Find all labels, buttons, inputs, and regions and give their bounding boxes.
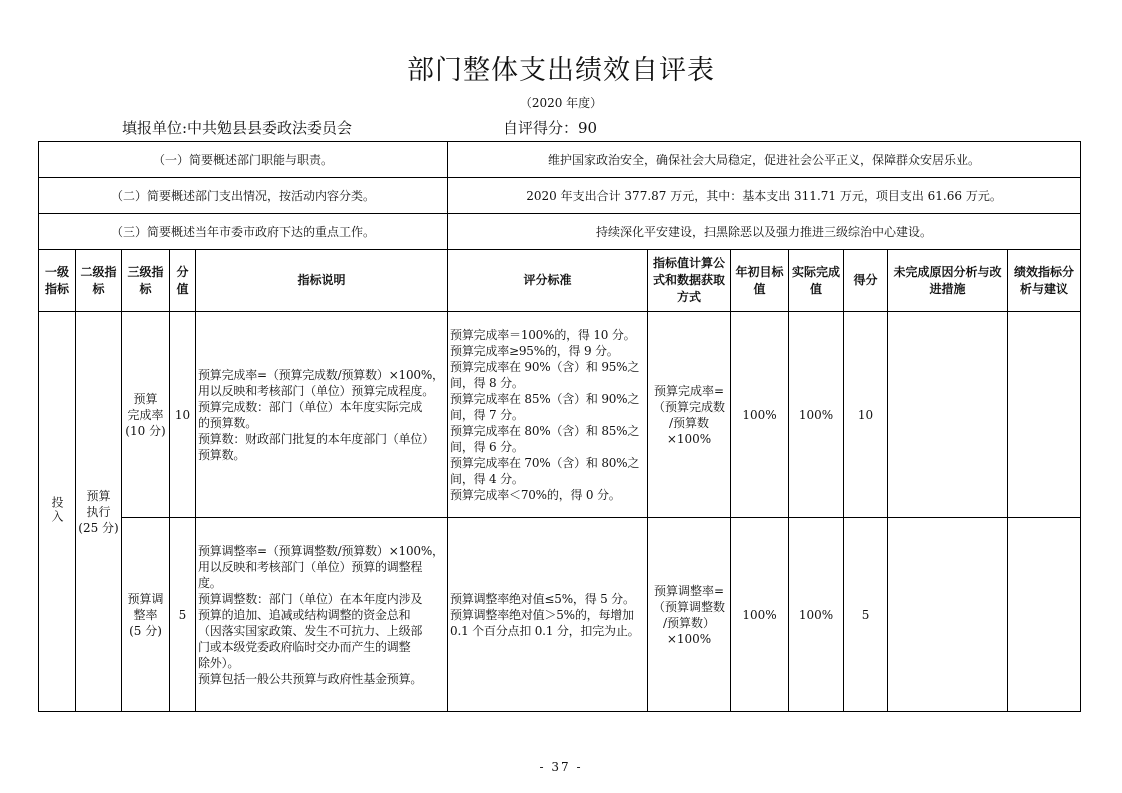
header-criteria: 评分标准 — [448, 250, 648, 312]
summary-label: （二）简要概述部门支出情况，按活动内容分类。 — [39, 178, 448, 214]
score-cell: 10 — [844, 312, 888, 518]
criteria-line: 间，得 4 分。 — [450, 471, 524, 486]
description-line: 预算完成数：部门（单位）本年度实际完成 — [198, 399, 423, 414]
header-level2: 二级指标 — [76, 250, 122, 312]
header-points: 分值 — [170, 250, 196, 312]
criteria-line: 预算完成率在 85%（含）和 90%之 — [450, 391, 640, 406]
summary-label: （一）简要概述部门职能与职责。 — [39, 142, 448, 178]
description-line: 预算包括一般公共预算与政府性基金预算。 — [198, 671, 423, 686]
criteria-line: 预算完成率＜70%的，得 0 分。 — [450, 487, 621, 502]
header-row — [39, 250, 1081, 312]
description-line: （因落实国家政策、发生不可抗力、上级部 — [198, 623, 423, 638]
points-cell: 5 — [170, 518, 196, 712]
points-cell: 10 — [170, 312, 196, 518]
page-title: 部门整体支出绩效自评表 — [407, 55, 715, 86]
summary-row — [39, 214, 1081, 250]
criteria-cell — [448, 312, 648, 518]
criteria-cell — [448, 518, 648, 712]
level2-cell — [76, 312, 122, 712]
summary-label: （三）简要概述当年市委市政府下达的重点工作。 — [39, 214, 448, 250]
evaluation-table — [38, 141, 1081, 712]
criteria-line: 间，得 7 分。 — [450, 407, 524, 422]
description-line: 度。 — [198, 575, 222, 590]
description-line: 预算数：财政部门批复的本年度部门（单位） — [198, 431, 435, 446]
level3-line: 完成率 — [127, 407, 164, 422]
header-description: 指标说明 — [196, 250, 448, 312]
summary-value: 2020 年支出合计 377.87 万元，其中：基本支出 311.71 万元，项目支出 61.66 万元。 — [448, 178, 1081, 214]
level3-cell — [122, 518, 170, 712]
header-level3: 三级指标 — [122, 250, 170, 312]
reason-cell — [888, 518, 1008, 712]
report-year: （2020 年度） — [519, 96, 603, 110]
score-cell: 5 — [844, 518, 888, 712]
level2-line: (25 分) — [78, 520, 119, 535]
analysis-cell — [1008, 312, 1081, 518]
header-level1: 一级指标 — [39, 250, 76, 312]
level2-line: 执行 — [86, 504, 111, 519]
header-score: 得分 — [844, 250, 888, 312]
description-cell — [196, 518, 448, 712]
description-line: 预算的追加、追减或结构调整的资金总和 — [198, 607, 411, 622]
reason-cell — [888, 312, 1008, 518]
criteria-line: 预算完成率在 70%（含）和 80%之 — [450, 455, 640, 470]
criteria-line: 间，得 8 分。 — [450, 375, 524, 390]
level3-line: 预算调 — [127, 591, 164, 606]
criteria-line: 预算完成率在 90%（含）和 95%之 — [450, 359, 640, 374]
indicator-row — [39, 518, 1081, 712]
self-evaluation-score: 自评得分：90 — [503, 119, 598, 137]
formula-line: ×100% — [666, 631, 712, 646]
summary-row — [39, 142, 1081, 178]
description-line: 除外）。 — [198, 655, 240, 670]
page-number: - 37 - — [539, 760, 583, 774]
criteria-line: 预算完成率≥95%的，得 9 分。 — [450, 343, 619, 358]
formula-cell — [648, 312, 731, 518]
header-actual: 实际完成值 — [789, 250, 844, 312]
analysis-cell — [1008, 518, 1081, 712]
criteria-line: 间，得 6 分。 — [450, 439, 524, 454]
formula-line: ×100% — [666, 431, 712, 446]
summary-value: 维护国家政治安全，确保社会大局稳定，促进社会公平正义，保障群众安居乐业。 — [448, 142, 1081, 178]
summary-value: 持续深化平安建设，扫黑除恶以及强力推进三级综治中心建设。 — [448, 214, 1081, 250]
criteria-line: 预算调整率绝对值≤5%，得 5 分。 — [450, 591, 635, 606]
header-target: 年初目标值 — [731, 250, 789, 312]
formula-line: 预算完成率= — [653, 383, 725, 398]
criteria-line: 预算完成率＝100%的，得 10 分。 — [450, 327, 636, 342]
indicator-row — [39, 312, 1081, 518]
criteria-line: 预算调整率绝对值＞5%的，每增加 — [450, 607, 634, 622]
level1-value: 投入 — [50, 495, 64, 524]
description-line: 门或本级党委政府临时交办而产生的调整 — [198, 639, 411, 654]
level3-line: 预算 — [133, 391, 158, 406]
header-analysis: 绩效指标分析与建议 — [1008, 250, 1081, 312]
formula-line: /预算数 — [668, 415, 710, 430]
description-line: 的预算数。 — [198, 415, 258, 430]
summary-row — [39, 178, 1081, 214]
formula-line: （预算完成数 — [653, 399, 726, 414]
description-line: 预算完成率=（预算完成数/预算数）×100%， — [198, 367, 444, 382]
description-line: 用以反映和考核部门（单位）预算的调整程 — [198, 559, 423, 574]
formula-line: /预算数） — [662, 615, 716, 630]
header-reason: 未完成原因分析与改进措施 — [888, 250, 1008, 312]
description-line: 预算数。 — [198, 447, 246, 462]
target-cell: 100% — [731, 518, 789, 712]
formula-cell — [648, 518, 731, 712]
level2-line: 预算 — [86, 488, 111, 503]
actual-cell: 100% — [789, 312, 844, 518]
description-line: 预算调整率=（预算调整数/预算数）×100%， — [198, 543, 444, 558]
actual-cell: 100% — [789, 518, 844, 712]
description-line: 用以反映和考核部门（单位）预算完成程度。 — [198, 383, 435, 398]
criteria-line: 0.1 个百分点扣 0.1 分，扣完为止。 — [450, 623, 640, 638]
header-formula: 指标值计算公式和数据获取方式 — [648, 250, 731, 312]
reporting-unit: 填报单位:中共勉县县委政法委员会 — [122, 119, 353, 137]
level3-line: (10 分) — [125, 423, 166, 438]
level3-cell — [122, 312, 170, 518]
description-line: 预算调整数：部门（单位）在本年度内涉及 — [198, 591, 423, 606]
criteria-line: 预算完成率在 80%（含）和 85%之 — [450, 423, 640, 438]
description-cell — [196, 312, 448, 518]
level3-line: 整率 — [133, 607, 158, 622]
target-cell: 100% — [731, 312, 789, 518]
level1-cell — [39, 312, 76, 712]
level3-line: (5 分) — [129, 623, 162, 638]
formula-line: （预算调整数 — [653, 599, 726, 614]
formula-line: 预算调整率= — [653, 583, 725, 598]
